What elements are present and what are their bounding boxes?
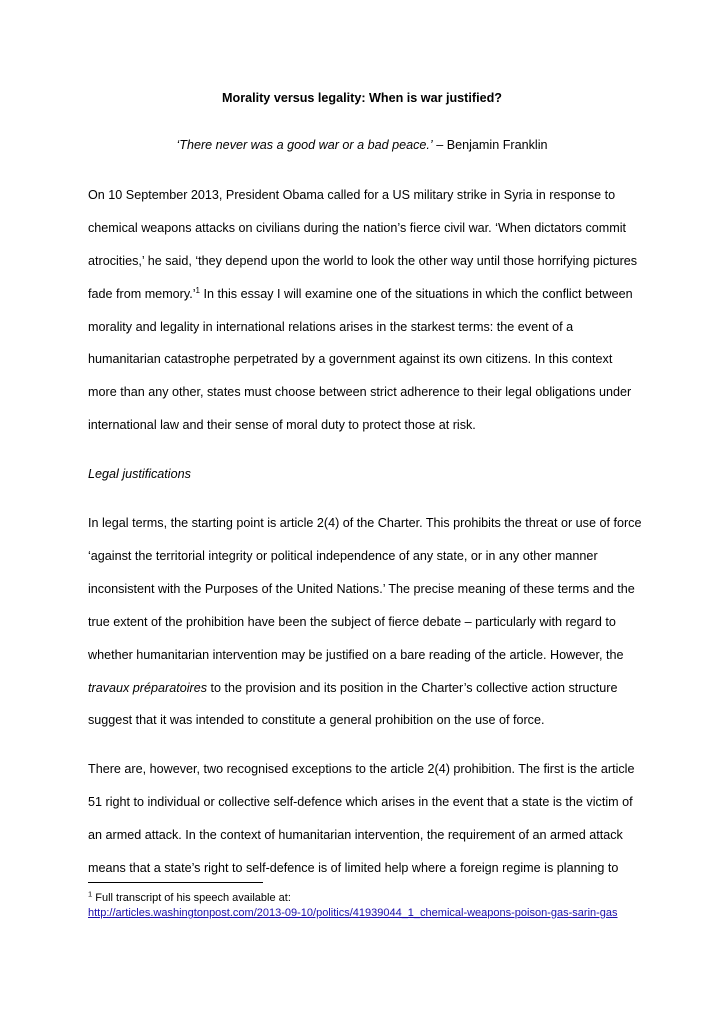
footnote-link[interactable]: http://articles.washingtonpost.com/2013-09-10/politics/41939044_1_chemical-weapons-poison-gas-sarin-gas [88, 907, 618, 919]
paragraph-line: There are, however, two recognised exceptions to the article 2(4) prohibition. The first is the article [88, 762, 635, 776]
paragraph-line: whether humanitarian intervention may be justified on a bare reading of the article. However, the [88, 648, 624, 662]
footnote-text [88, 891, 291, 905]
epigraph-attribution: – Benjamin Franklin [432, 138, 548, 152]
footnote-number: 1 [88, 889, 93, 899]
document-title: Morality versus legality: When is war justified? [222, 91, 502, 105]
footnote-separator [88, 882, 263, 883]
paragraph-line: more than any other, states must choose between strict adherence to their legal obligations under [88, 385, 632, 399]
paragraph-line: morality and legality in international relations arises in the starkest terms: the event of a [88, 320, 574, 334]
paragraph-line: atrocities,’ he said, ‘they depend upon the world to look the other way until those horrifying pictures [88, 254, 638, 268]
italic-term: travaux préparatoires [88, 681, 208, 695]
paragraph-line: inconsistent with the Purposes of the United Nations.’ The precise meaning of these terms and the [88, 582, 635, 596]
paragraph-line [88, 680, 648, 696]
epigraph-quote: ‘There never was a good war or a bad peace.’ [176, 138, 433, 152]
paragraph-text: fade from memory.’ [88, 287, 196, 301]
footnote-reference[interactable]: 1 [195, 285, 200, 295]
paragraph-line: an armed attack. In the context of humanitarian intervention, the requirement of an armed attack [88, 828, 623, 842]
paragraph-line: 51 right to individual or collective self-defence which arises in the event that a state is the victim of [88, 795, 633, 809]
paragraph-line [88, 286, 648, 302]
epigraph [0, 137, 724, 153]
paragraph-line: On 10 September 2013, President Obama called for a US military strike in Syria in response to [88, 188, 616, 202]
paragraph-line: ‘against the territorial integrity or political independence of any state, or in any other manner [88, 549, 598, 563]
paragraph-line: suggest that it was intended to constitute a general prohibition on the use of force. [88, 713, 545, 727]
paragraph-line: true extent of the prohibition have been the subject of fierce debate – particularly with regard to [88, 615, 616, 629]
paragraph-line: humanitarian catastrophe perpetrated by a government against its own citizens. In this context [88, 352, 613, 366]
paragraph-text: to the provision and its position in the Charter’s collective action structure [207, 681, 618, 695]
footnote-link-line [88, 906, 618, 920]
paragraph-text: In this essay I will examine one of the situations in which the conflict between [200, 287, 633, 301]
paragraph-line: international law and their sense of moral duty to protect those at risk. [88, 418, 476, 432]
paragraph-line: chemical weapons attacks on civilians during the nation’s fierce civil war. ‘When dictators commit [88, 221, 627, 235]
paragraph-line: In legal terms, the starting point is article 2(4) of the Charter. This prohibits the threat or use of force [88, 516, 642, 530]
section-heading: Legal justifications [88, 467, 191, 481]
paragraph-line: means that a state’s right to self-defence is of limited help where a foreign regime is planning to [88, 861, 619, 875]
footnote-label: Full transcript of his speech available at: [92, 892, 291, 904]
